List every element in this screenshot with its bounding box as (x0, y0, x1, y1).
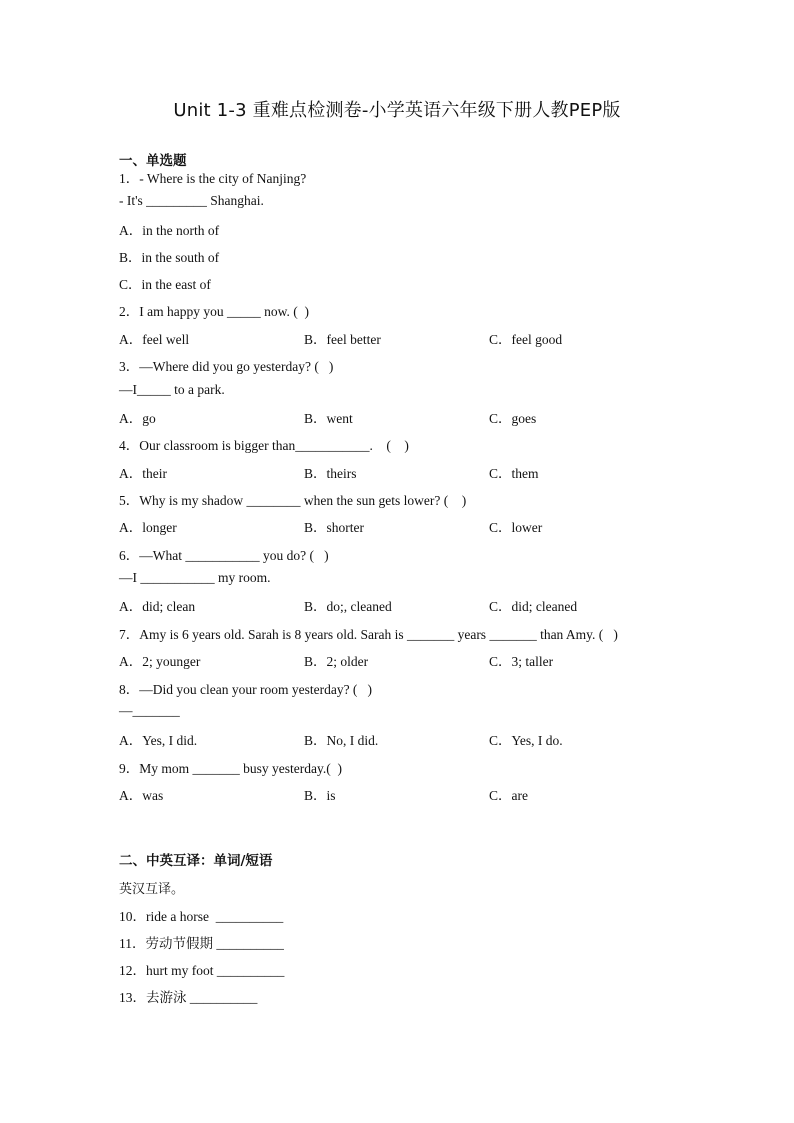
question-4-option-c: C．them (489, 466, 539, 481)
question-1-stem: 1．- Where is the city of Nanjing? (119, 171, 307, 186)
question-13: 13．去游泳 __________ (119, 990, 258, 1005)
section-heading-translation: 二、中英互译：单词/短语 (119, 853, 273, 869)
question-7-option-b: B．2; older (304, 654, 369, 669)
question-7-option-a: A．2; younger (119, 654, 201, 669)
question-8-option-c: C．Yes, I do. (489, 733, 563, 748)
question-6-option-a: A．did; clean (119, 599, 196, 614)
question-11: 11．劳动节假期 __________ (119, 936, 284, 951)
question-5-option-c: C．lower (489, 520, 543, 535)
question-3-stem: 3．—Where did you go yesterday? ( ) (119, 359, 334, 374)
question-9-option-c: C．are (489, 788, 528, 803)
question-4-stem: 4．Our classroom is bigger than___________. ( ) (119, 438, 409, 453)
question-8-option-b: B．No, I did. (304, 733, 379, 748)
question-7-option-c: C．3; taller (489, 654, 554, 669)
question-5-option-a: A．longer (119, 520, 177, 535)
question-9-option-b: B．is (304, 788, 336, 803)
question-4-option-a: A．their (119, 466, 167, 481)
question-3-option-b: B．went (304, 411, 353, 426)
question-3-answer-line: —I_____ to a park. (119, 382, 225, 397)
question-2-option-b: B．feel better (304, 332, 381, 347)
question-6-option-b: B．do;, cleaned (304, 599, 392, 614)
question-2-option-c: C．feel good (489, 332, 563, 347)
question-1-answer-line: - It's _________ Shanghai. (119, 193, 264, 208)
question-6-option-c: C．did; cleaned (489, 599, 578, 614)
question-5-option-b: B．shorter (304, 520, 364, 535)
question-7-stem: 7．Amy is 6 years old. Sarah is 8 years old. Sarah is _______ years _______ than Amy. ( ) (119, 627, 618, 642)
question-1-option-b: B．in the south of (119, 250, 220, 265)
question-2-stem: 2．I am happy you _____ now. ( ) (119, 304, 309, 319)
question-8-option-a: A．Yes, I did. (119, 733, 198, 748)
question-2-option-a: A．feel well (119, 332, 190, 347)
question-10: 10．ride a horse __________ (119, 909, 284, 924)
question-9-stem: 9．My mom _______ busy yesterday.( ) (119, 761, 342, 776)
question-3-option-c: C．goes (489, 411, 537, 426)
question-8-answer-line: —_______ (119, 703, 180, 718)
question-5-stem: 5．Why is my shadow ________ when the sun gets lower? ( ) (119, 493, 467, 508)
question-1-option-a: A．in the north of (119, 223, 220, 238)
question-8-stem: 8．—Did you clean your room yesterday? ( ) (119, 682, 373, 697)
question-6-answer-line: —I ___________ my room. (119, 570, 271, 585)
question-6-stem: 6．—What ___________ you do? ( ) (119, 548, 329, 563)
translation-instruction: 英汉互译。 (119, 882, 185, 897)
question-12: 12．hurt my foot __________ (119, 963, 285, 978)
question-9-option-a: A．was (119, 788, 164, 803)
document-title: Unit 1-3 重难点检测卷-小学英语六年级下册人教PEP版 (173, 100, 621, 121)
section-heading-multiple-choice: 一、单选题 (119, 153, 187, 169)
question-3-option-a: A．go (119, 411, 156, 426)
question-4-option-b: B．theirs (304, 466, 357, 481)
question-1-option-c: C．in the east of (119, 277, 211, 292)
